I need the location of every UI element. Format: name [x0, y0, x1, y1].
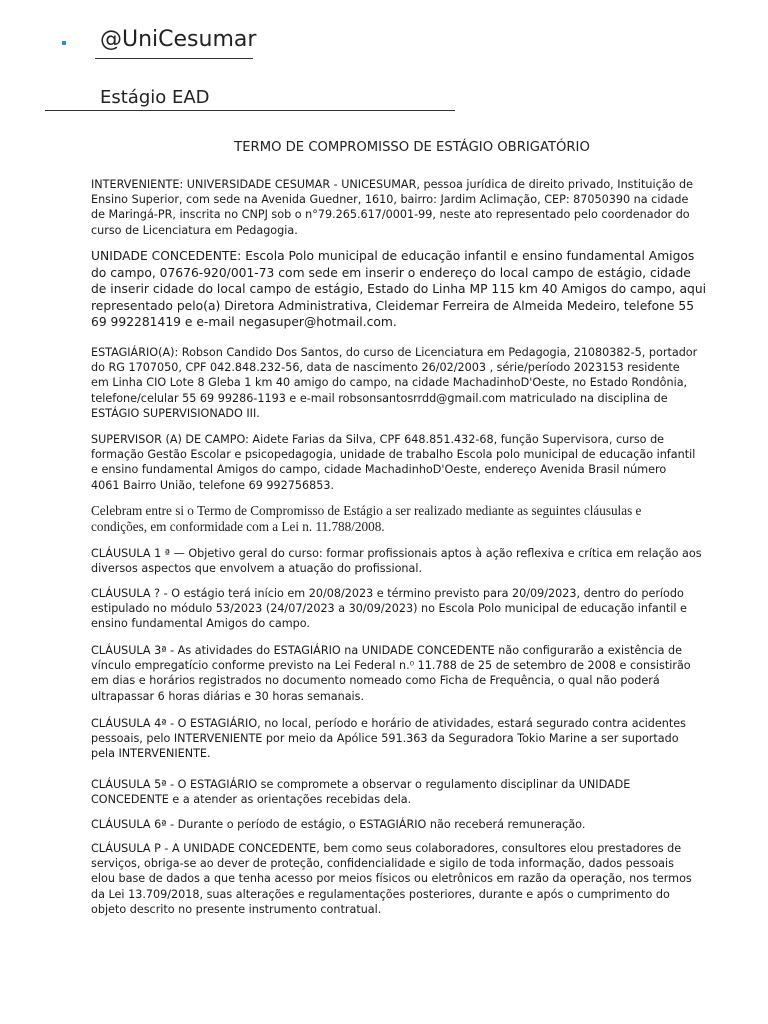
clause-6: CLÁUSULA 6ª - Durante o período de estágio, o ESTAGIÁRIO não receberá remuneração. [91, 818, 586, 831]
bullet-dot-icon [62, 41, 66, 45]
section-divider [45, 110, 455, 111]
section-heading: Estágio EAD [100, 87, 210, 108]
clause-1: CLÁUSULA 1 ª — Objetivo geral do curso: formar profissionais aptos à ação reflexiva e crítica em relação aos diversos aspectos que envolvem a atuação do profissional. [91, 547, 702, 576]
paragraph-estagiario: ESTAGIÁRIO(A): Robson Candido Dos Santos, do curso de Licenciatura em Pedagogia, 21080382-5, portador do RG 1707050, CPF 042.848.232-56, data de nascimento 26/02/2003 , série/período 2023153 residente em Linha CIO Lote 8 Gleba 1 km 40 amigo do campo, na cidade MachadinhoD'Oeste, no Estado Rondônia, telefone/celular 55 69 99286-1193 e e-mail robsonsantosrrdd@gmail.com matriculado na disciplina de ESTÁGIO SUPERVISIONADO III. [91, 346, 698, 420]
paragraph-supervisor: SUPERVISOR (A) DE CAMPO: Aidete Farias da Silva, CPF 648.851.432-68, função Supervisora, curso de formação Gestão Escolar e psicopedagogia, unidade de trabalho Escola polo municipal de educação infantil e ensino fundamental Amigos do campo, cidade MachadinhoD'Oeste, endereço Avenida Brasil número 4061 Bairro União, telefone 69 992756853. [91, 433, 696, 492]
clause-7: CLÁUSULA P - A UNIDADE CONCEDENTE, bem como seus colaboradores, consultores elou prestadores de serviços, obriga-se ao dever de proteção, confidencialidade e sigilo de toda informação, dados pessoais elou base de dados a que tenha acesso por meios físicos ou eletrônicos em razão da operação, nos termos da Lei 13.709/2018, suas alterações e regulamentações posteriores, durante e após o cumprimento do objeto descrito no presente instrumento contratual. [91, 842, 692, 916]
brand-handle: @UniCesumar [100, 27, 257, 52]
clause-3: CLÁUSULA 3ª - As atividades do ESTAGIÁRIO na UNIDADE CONCEDENTE não configurarão a existência de vínculo empregatício conforme previsto na Lei Federal n.⁰ 11.788 de 25 de setembro de 2008 e consistirão em dias e horários registrados no documento nomeado como Ficha de Frequência, o qual não poderá ultrapassar 6 horas diárias e 30 horas semanais. [91, 644, 691, 703]
paragraph-celebram: Celebram entre si o Termo de Compromisso de Estágio a ser realizado mediante as seguintes cláusulas e condições, em conformidade com a Lei n. 11.788/2008. [91, 503, 642, 534]
paragraph-interveniente: INTERVENIENTE: UNIVERSIDADE CESUMAR - UNICESUMAR, pessoa jurídica de direito privado, Instituição de Ensino Superior, com sede na Avenida Guedner, 1610, bairro: Jardim Aclimação, CEP: 87050390 na cidade de Maringá-PR, inscrita no CNPJ sob o n°79.265.617/0001-99, neste ato representado pelo coordenador do curso de Licenciatura em Pedagogia. [91, 178, 693, 237]
clause-5: CLÁUSULA 5ª - O ESTAGIÁRIO se compromete a observar o regulamento disciplinar da UNIDADE CONCEDENTE e a atender as orientações recebidas dela. [91, 778, 631, 807]
clause-2: CLÁUSULA ? - O estágio terá início em 20/08/2023 e término previsto para 20/09/2023, dentro do período estipulado no módulo 53/2023 (24/07/2023 a 30/09/2023) no Escola Polo municipal de educação infantil e ensino fundamental Amigos do campo. [91, 587, 687, 631]
clause-4: CLÁUSULA 4ª - O ESTAGIÁRIO, no local, período e horário de atividades, estará segurado contra acidentes pessoais, pelo INTERVENIENTE por meio da Apólice 591.363 da Seguradora Tokio Marine a ser suportado pela INTERVENIENTE. [91, 717, 686, 761]
paragraph-unidade-concedente: UNIDADE CONCEDENTE: Escola Polo municipal de educação infantil e ensino fundamental Amigos do campo, 07676-920/001-73 com sede em inserir o endereço do local campo de estágio, cidade de inserir cidade do local campo de estágio, Estado do Linha MP 115 km 40 Amigos do campo, aqui representado pelo(a) Diretora Administrativa, Cleidemar Ferreira de Almeida Medeiro, telefone 55 69 992281419 e e-mail negasuper@hotmail.com. [91, 249, 707, 330]
handle-underline [95, 58, 253, 59]
document-title: TERMO DE COMPROMISSO DE ESTÁGIO OBRIGATÓRIO [234, 140, 590, 155]
